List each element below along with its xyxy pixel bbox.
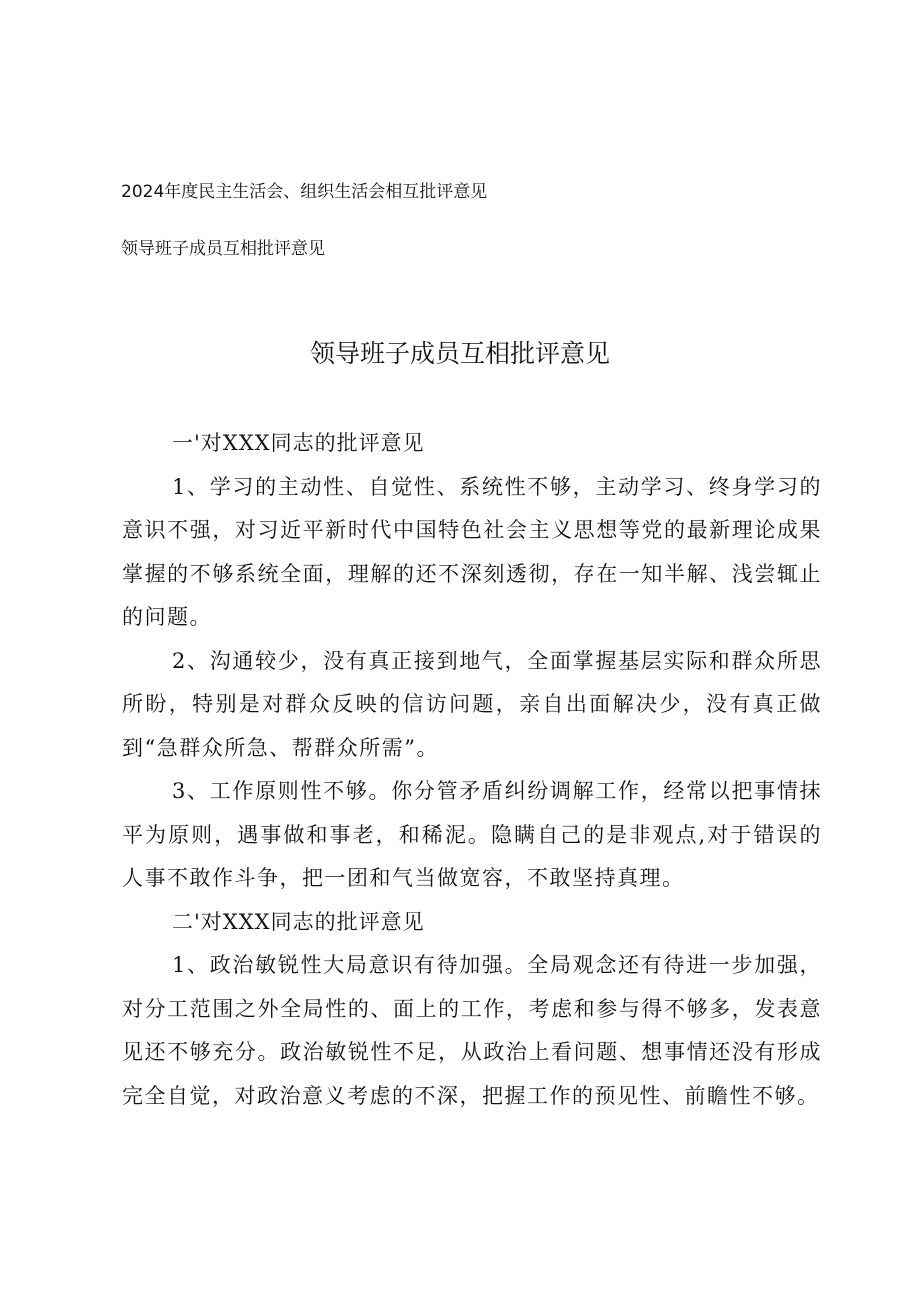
document-subtitle: 领导班子成员互相批评意见 [121, 239, 325, 259]
paragraph: 1、政治敏锐性大局意识有待加强。全局观念还有待进一步加强，对分工范围之外全局性的、面上的工作，考虑和参与得不够多，发表意见还不够充分。政治敏锐性不足，从政治上看问题、想事情还没有形成完全自觉，对政治意义考虑的不深，把握工作的预见性、前瞻性不够。 [122, 953, 822, 1108]
section-heading: 一'对XXX同志的批评意见 [172, 431, 425, 455]
section-heading: 二'对XXX同志的批评意见 [172, 909, 425, 934]
paragraph: 1、学习的主动性、自觉性、系统性不够，主动学习、终身学习的意识不强，对习近平新时代中国特色社会主义思想等党的最新理论成果掌握的不够系统全面，理解的还不深刻透彻，存在一知半解、浅尝辄止的问题。 [122, 474, 822, 629]
paragraph: 3、工作原则性不够。你分管矛盾纠纷调解工作，经常以把事情抹平为原则，遇事做和事老，和稀泥。隐瞒自己的是非观点,对于错误的人事不敢作斗争，把一团和气当做宽容，不敢坚持真理。 [122, 779, 822, 890]
document-body [122, 422, 822, 1118]
document-title: 2024年度民主生活会、组织生活会相互批评意见 [121, 182, 488, 202]
paragraph: 2、沟通较少，没有真正接到地气，全面掌握基层实际和群众所思所盼，特别是对群众反映的信访问题，亲自出面解决少，没有真正做到“急群众所急、帮群众所需”。 [122, 648, 822, 760]
page-heading: 领导班子成员互相批评意见 [309, 339, 610, 368]
